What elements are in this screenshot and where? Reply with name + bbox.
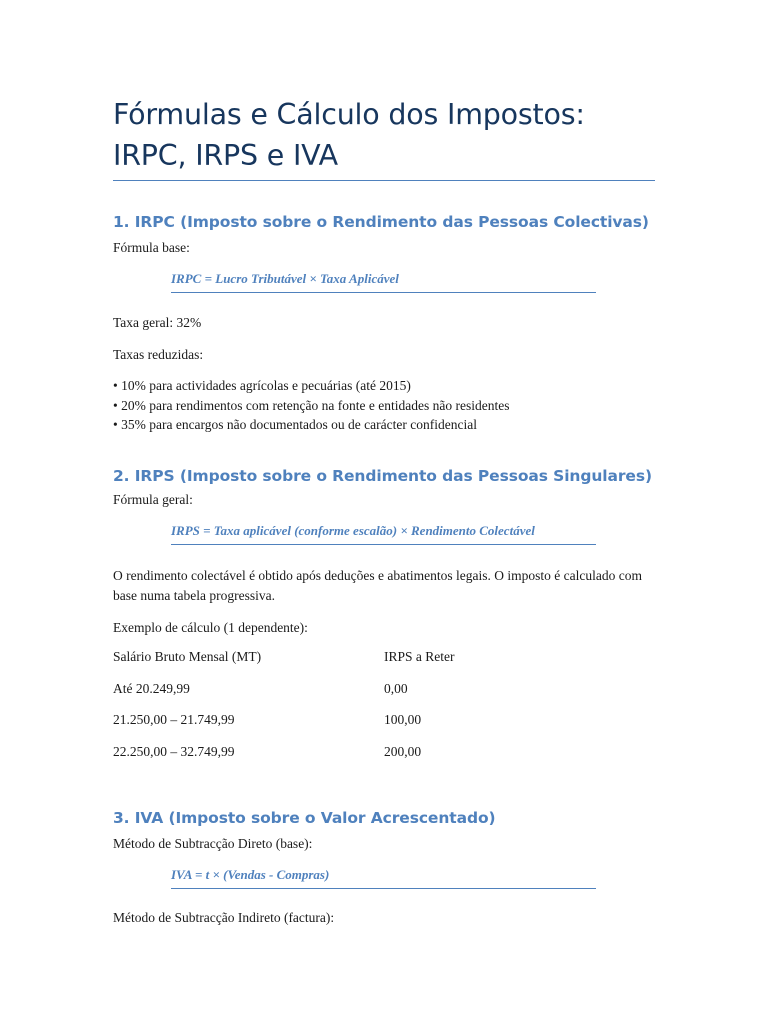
indirect-method-label: Método de Subtracção Indireto (factura): xyxy=(113,910,335,925)
list-item: • 35% para encargos não documentados ou de carácter confidencial xyxy=(113,417,477,432)
table-row xyxy=(113,744,655,764)
formula-irpc: IRPC = Lucro Tributável × Taxa Aplicável xyxy=(171,270,596,293)
table-header-cell: IRPS a Reter xyxy=(384,649,455,664)
section-heading-irps: 2. IRPS (Imposto sobre o Rendimento das Pessoas Singulares) xyxy=(113,467,652,485)
example-label: Exemplo de cálculo (1 dependente): xyxy=(113,620,308,635)
table-row xyxy=(113,712,655,732)
table-cell: 200,00 xyxy=(384,744,422,759)
table-cell: Até 20.249,99 xyxy=(113,681,190,696)
list-item: • 10% para actividades agrícolas e pecuárias (até 2015) xyxy=(113,378,411,393)
general-rate: Taxa geral: 32% xyxy=(113,315,202,330)
page-title: Fórmulas e Cálculo dos Impostos: IRPC, IRPS e IVA xyxy=(113,98,585,172)
formula-intro-iva: Método de Subtracção Direto (base): xyxy=(113,836,313,851)
formula-iva: IVA = t × (Vendas - Compras) xyxy=(171,866,596,889)
section-heading-irpc: 1. IRPC (Imposto sobre o Rendimento das Pessoas Colectivas) xyxy=(113,213,649,231)
formula-irps: IRPS = Taxa aplicável (conforme escalão) × Rendimento Colectável xyxy=(171,522,596,545)
table-cell: 21.250,00 – 21.749,99 xyxy=(113,712,235,727)
table-cell: 22.250,00 – 32.749,99 xyxy=(113,744,235,759)
reduced-rates-label: Taxas reduzidas: xyxy=(113,347,204,362)
list-item: • 20% para rendimentos com retenção na fonte e entidades não residentes xyxy=(113,397,510,413)
title-divider xyxy=(113,180,655,181)
section-heading-iva: 3. IVA (Imposto sobre o Valor Acrescentado) xyxy=(113,809,496,827)
formula-intro-irps: Fórmula geral: xyxy=(113,492,193,507)
table-row xyxy=(113,681,655,701)
table-cell: 0,00 xyxy=(384,681,408,696)
table-cell: 100,00 xyxy=(384,712,422,727)
table-header-cell: Salário Bruto Mensal (MT) xyxy=(113,649,262,664)
table-header-row xyxy=(113,649,655,669)
reduced-rates-list xyxy=(113,376,509,435)
irps-paragraph: O rendimento colectável é obtido após deduções e abatimentos legais. O imposto é calculado com base numa tabela progressiva. xyxy=(113,568,642,603)
formula-intro-irpc: Fórmula base: xyxy=(113,240,190,255)
